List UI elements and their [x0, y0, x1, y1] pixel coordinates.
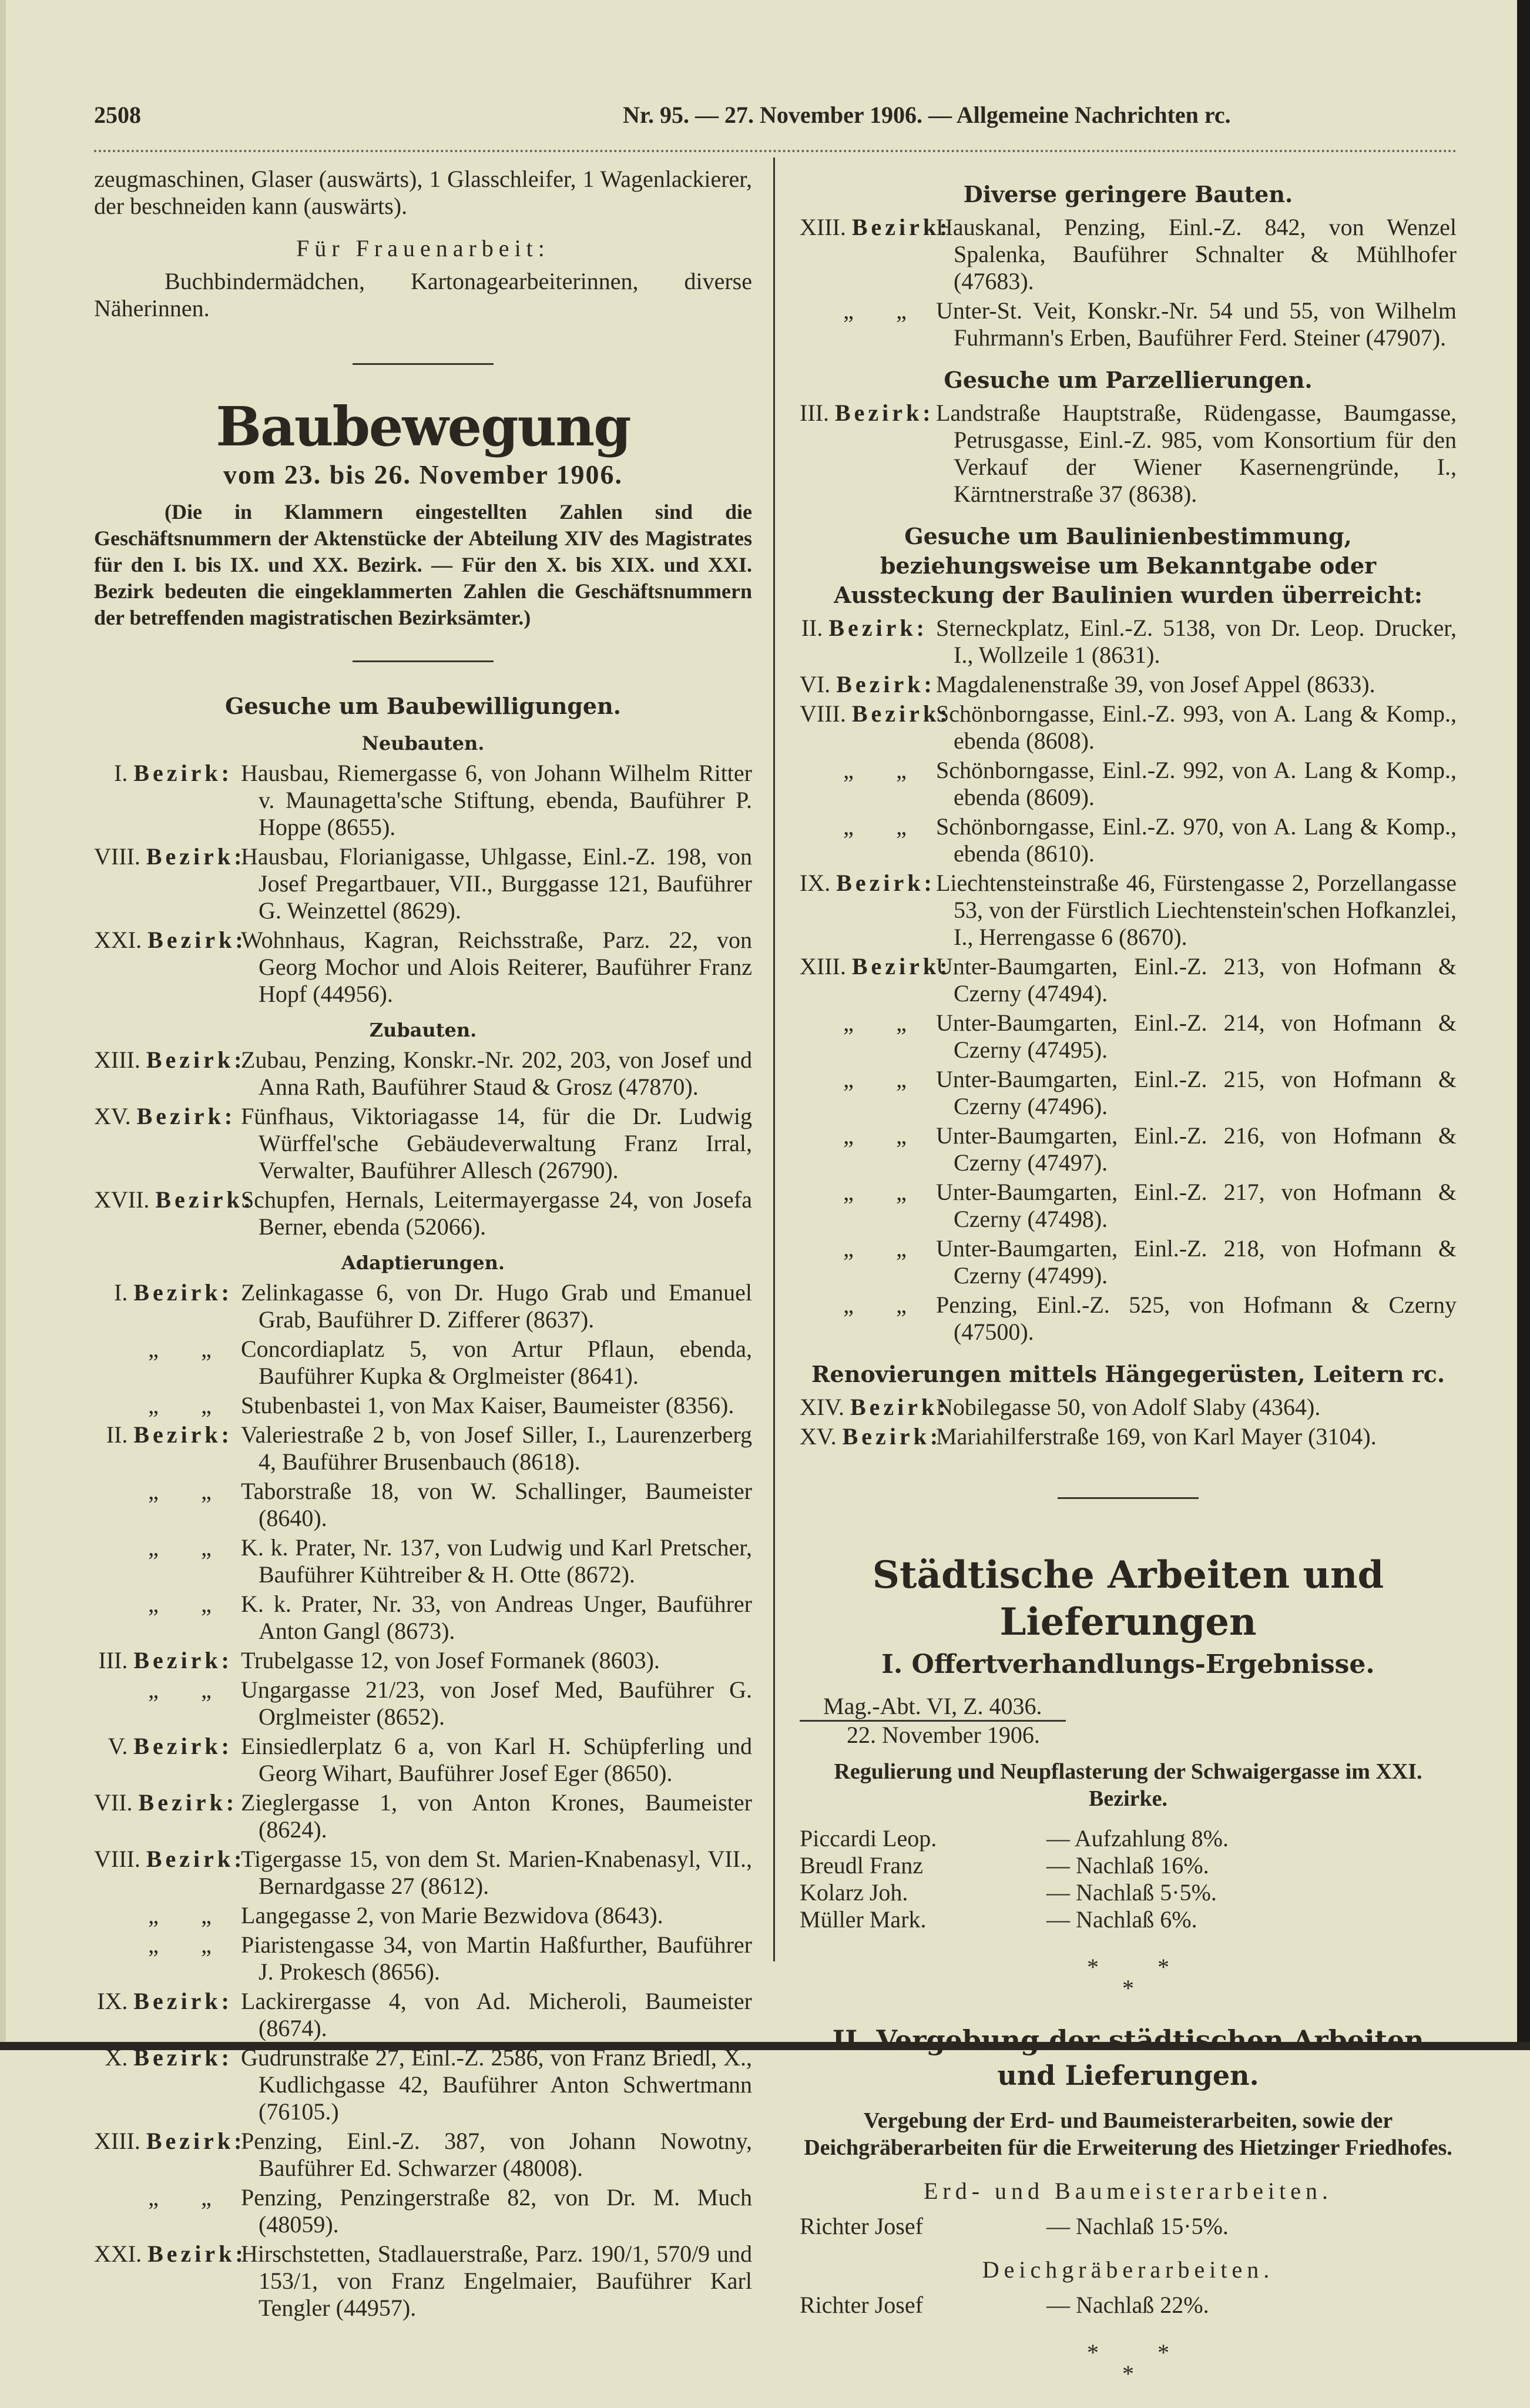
district-entry — [94, 1591, 752, 1645]
district-entry — [94, 1902, 752, 1929]
district-label — [94, 1647, 241, 1674]
district-label — [94, 1336, 241, 1390]
ditto-mark: „ — [896, 757, 907, 783]
result-row — [800, 1906, 1457, 1933]
entry-text: Fünfhaus, Viktoriagasse 14, für die Dr. Ludwig Würffel'sche Gebäudeverwaltung Franz Irral, Verwalter, Bauführer Allesch (26790). — [241, 1103, 752, 1183]
district-number: I. — [114, 760, 128, 786]
bidder-name: Kolarz Joh. — [800, 1879, 908, 1906]
district-number: XVII. — [94, 1186, 150, 1213]
ditto-mark: „ — [843, 757, 854, 783]
bezirk-word: Bezirk: — [138, 1789, 238, 1816]
district-label — [94, 1186, 255, 1240]
district-number: VII. — [94, 1789, 133, 1816]
entry-text: Hausbau, Riemergasse 6, von Johann Wilhelm Ritter v. Maunagetta'sche Stiftung, ebenda, Bauführer P. Hoppe (8655). — [241, 760, 752, 840]
bidder-name: Breudl Franz — [800, 1852, 923, 1879]
ditto-mark: „ — [843, 297, 854, 324]
district-label — [94, 2044, 241, 2125]
bidder-name: Richter Josef — [800, 2292, 923, 2318]
ditto-mark: „ — [201, 1902, 212, 1929]
entry-text: Penzing, Einl.-Z. 387, von Johann Nowotny, Bauführer Ed. Schwarzer (48008). — [241, 2128, 752, 2181]
district-label — [94, 1392, 241, 1419]
bezirk-word: Bezirk: — [147, 2241, 247, 2267]
district-label — [800, 953, 951, 1007]
ditto-mark: „ — [843, 1292, 854, 1318]
baubewegung-dates: vom 23. bis 26. November 1906. — [223, 460, 623, 489]
results-erdarbeiten — [800, 2213, 1457, 2240]
district-number: IX. — [97, 1988, 128, 2014]
ditto-mark: „ — [148, 1902, 159, 1929]
ditto-mark: „ — [148, 1392, 159, 1418]
district-label — [94, 2241, 247, 2322]
bid-result: — Nachlaß 22%. — [1046, 2292, 1209, 2318]
ditto-mark: „ — [896, 1292, 907, 1318]
entry-text: Unter-Baumgarten, Einl.-Z. 213, von Hofmann & Czerny (47494). — [936, 953, 1457, 1007]
star: * — [1122, 2360, 1134, 2387]
entry-text: K. k. Prater, Nr. 137, von Ludwig und Karl Pretscher, Bauführer Kühtreiber & H. Otte (8672). — [241, 1534, 752, 1588]
district-label — [94, 1421, 241, 1475]
page-header — [94, 101, 1457, 136]
star: * — [1087, 1954, 1099, 1980]
district-entry — [800, 1122, 1457, 1176]
district-entry — [800, 297, 1457, 351]
women-work-heading: Für Frauenarbeit: — [296, 235, 550, 261]
district-label — [94, 2184, 241, 2238]
district-entry — [800, 400, 1457, 508]
district-label — [800, 813, 936, 867]
district-label — [94, 843, 246, 924]
awards-heading: II. Vergebung der städtischen Arbeiten und Lieferungen. — [832, 2024, 1424, 2091]
district-number: VIII. — [800, 700, 846, 727]
ditto-mark: „ — [896, 1066, 907, 1092]
district-label — [800, 671, 936, 698]
page-number: 2508 — [94, 102, 141, 128]
district-entry — [800, 953, 1457, 1007]
district-entry — [94, 2241, 752, 2322]
district-label — [94, 1103, 241, 1184]
bezirk-word: Bezirk: — [146, 2128, 246, 2154]
ditto-mark: „ — [201, 1392, 212, 1418]
district-number: III. — [98, 1647, 128, 1673]
section-rule — [1058, 1497, 1199, 1499]
entry-text: Unter-Baumgarten, Einl.-Z. 216, von Hofmann & Czerny (47497). — [936, 1122, 1457, 1176]
magistrate-reference: Mag.-Abt. VI, Z. 4036. — [800, 1693, 1066, 1722]
bezirk-word: Bezirk: — [133, 1647, 233, 1673]
district-entry — [94, 1186, 752, 1240]
entry-text: Piaristengasse 34, von Martin Haßfurther, Bauführer J. Prokesch (8656). — [241, 1931, 752, 1985]
offer-results-heading: I. Offertverhandlungs-Ergebnisse. — [881, 1649, 1375, 1679]
district-label — [800, 1235, 936, 1289]
group-heading: Gesuche um Parzellierungen. — [944, 367, 1313, 393]
running-title: Nr. 95. — 27. November 1906. — Allgemeine Nachrichten rc. — [623, 102, 1231, 128]
entry-text: Einsiedlerplatz 6 a, von Karl H. Schüpferling und Georg Wihart, Bauführer Josef Eger (8650). — [241, 1733, 752, 1786]
bezirk-word: Bezirk: — [850, 1394, 949, 1420]
district-label — [800, 297, 936, 351]
bid-result: — Nachlaß 5·5%. — [1046, 1879, 1217, 1906]
district-label — [800, 700, 951, 754]
district-label — [800, 1010, 936, 1064]
entry-text: Lackirergasse 4, von Ad. Micheroli, Baumeister (8674). — [241, 1988, 752, 2041]
district-label — [800, 870, 936, 951]
separator-stars — [800, 1954, 1457, 2001]
entry-text: Taborstraße 18, von W. Schallinger, Baumeister (8640). — [241, 1478, 752, 1531]
district-entry — [94, 1392, 752, 1419]
entry-text: Schupfen, Hernals, Leitermayergasse 24, von Josefa Berner, ebenda (52066). — [241, 1186, 752, 1240]
district-label — [800, 1066, 936, 1120]
result-row — [800, 2292, 1457, 2319]
district-label — [800, 400, 936, 508]
district-label — [800, 1179, 936, 1233]
district-number: IX. — [800, 870, 831, 896]
district-entry — [94, 2044, 752, 2125]
entry-text: Langegasse 2, von Marie Bezwidova (8643). — [241, 1902, 663, 1929]
ditto-mark: „ — [148, 1478, 159, 1504]
district-entry — [800, 1394, 1457, 1421]
entry-text: Schönborngasse, Einl.-Z. 992, von A. Lang & Komp., ebenda (8609). — [936, 757, 1457, 810]
entry-text: Unter-Baumgarten, Einl.-Z. 214, von Hofmann & Czerny (47495). — [936, 1010, 1457, 1063]
district-label — [94, 1676, 241, 1730]
district-label — [94, 1902, 241, 1929]
entry-text: Penzing, Penzingerstraße 82, von Dr. M. Much (48059). — [241, 2184, 752, 2238]
district-entry — [800, 214, 1457, 295]
district-number: II. — [801, 615, 823, 641]
entry-text: Mariahilferstraße 169, von Karl Mayer (3104). — [936, 1423, 1377, 1450]
district-entry — [94, 843, 752, 924]
district-entry — [94, 1534, 752, 1588]
district-entry — [94, 2128, 752, 2182]
bidder-name: Piccardi Leop. — [800, 1825, 937, 1852]
ditto-mark: „ — [896, 1122, 907, 1149]
bezirk-word: Bezirk: — [146, 1047, 246, 1073]
subheading-deichgraeber: Deichgräberarbeiten. — [982, 2256, 1274, 2283]
star: * — [1122, 1975, 1134, 2001]
district-entry — [800, 870, 1457, 951]
ditto-mark: „ — [843, 813, 854, 840]
entry-text: Trubelgasse 12, von Josef Formanek (8603). — [241, 1647, 660, 1673]
entry-text: Hausbau, Florianigasse, Uhlgasse, Einl.-Z. 198, von Josef Pregartbauer, VII., Burggasse 121, Bauführer G. Weinzettel (8629). — [241, 843, 752, 924]
ditto-mark: „ — [201, 1336, 212, 1362]
column-divider — [773, 157, 775, 1961]
ditto-mark: „ — [843, 1235, 854, 1262]
district-entry — [94, 1421, 752, 1475]
entry-text: Unter-St. Veit, Konskr.-Nr. 54 und 55, von Wilhelm Fuhrmann's Erben, Bauführer Ferd. Steiner (47907). — [936, 297, 1457, 351]
ditto-mark: „ — [148, 1676, 159, 1703]
district-entry — [94, 1047, 752, 1101]
district-number: XV. — [94, 1103, 131, 1129]
group-heading: Neubauten. — [361, 732, 485, 754]
separator-stars — [800, 2339, 1457, 2387]
ditto-mark: „ — [896, 1179, 907, 1205]
district-label — [94, 1047, 246, 1101]
ditto-mark: „ — [843, 1179, 854, 1205]
district-label — [94, 1846, 246, 1900]
project-title-friedhof: Vergebung der Erd- und Baumeisterarbeiten, sowie der Deichgräberarbeiten für die Erweiterung des Hietzinger Friedhofes. — [804, 2108, 1452, 2160]
ditto-mark: „ — [201, 1534, 212, 1561]
bidder-name: Richter Josef — [800, 2213, 923, 2239]
entry-text: Valeriestraße 2 b, von Josef Siller, I., Laurenzerberg 4, Bauführer Brusenbauch (8618). — [241, 1421, 752, 1475]
ditto-mark: „ — [896, 813, 907, 840]
entry-text: Unter-Baumgarten, Einl.-Z. 217, von Hofmann & Czerny (47498). — [936, 1179, 1457, 1232]
bezirk-word: Bezirk: — [133, 1733, 233, 1759]
bezirk-word: Bezirk: — [834, 400, 934, 426]
district-entry — [800, 1292, 1457, 1346]
baubewegung-note: (Die in Klammern eingestellten Zahlen sind die Geschäftsnummern der Aktenstücke der Abteilung XIV des Magistrates für den I. bis IX. und XX. Bezirk. — Für den X. bis XIX. und XXI. Bezirk bedeuten die eingeklammerten Zahlen die Geschäftsnummern der betreffenden magistratischen Bezirksämter.) — [94, 500, 752, 629]
district-entry — [800, 1010, 1457, 1064]
bid-result: — Aufzahlung 8%. — [1046, 1825, 1229, 1852]
district-label — [94, 1478, 241, 1532]
group-heading: Diverse geringere Bauten. — [963, 181, 1293, 207]
result-row — [800, 2213, 1457, 2240]
district-number: III. — [800, 400, 829, 426]
group-heading: Adaptierungen. — [341, 1252, 505, 1274]
building-permits-heading: Gesuche um Baubewilligungen. — [225, 693, 621, 719]
district-label — [800, 1122, 936, 1176]
entry-text: Schönborngasse, Einl.-Z. 970, von A. Lang & Komp., ebenda (8610). — [936, 813, 1457, 867]
district-label — [94, 1988, 241, 2042]
district-label — [94, 1733, 241, 1787]
ditto-mark: „ — [201, 1591, 212, 1617]
bezirk-word: Bezirk: — [851, 214, 951, 240]
district-label — [800, 1292, 936, 1346]
results-deichgraeber — [800, 2292, 1457, 2319]
bidder-name: Müller Mark. — [800, 1906, 927, 1933]
star: * — [1157, 2339, 1169, 2366]
entry-text: Schönborngasse, Einl.-Z. 993, von A. Lang & Komp., ebenda (8608). — [936, 700, 1457, 754]
entry-text: Zieglergasse 1, von Anton Krones, Baumeister (8624). — [241, 1789, 752, 1843]
bezirk-word: Bezirk: — [147, 927, 247, 953]
district-label — [800, 615, 936, 669]
ditto-mark: „ — [843, 1066, 854, 1092]
right-column-groups — [800, 180, 1457, 1450]
entry-text: Ungargasse 21/23, von Josef Med, Bauführer G. Orglmeister (8652). — [241, 1676, 752, 1730]
district-entry — [800, 1066, 1457, 1120]
bezirk-word: Bezirk: — [133, 1279, 233, 1306]
left-column — [94, 166, 752, 2324]
entry-text: Tigergasse 15, von dem St. Marien-Knabenasyl, VII., Bernardgasse 27 (8612). — [241, 1846, 752, 1899]
district-entry — [94, 1647, 752, 1674]
ditto-mark: „ — [843, 1010, 854, 1036]
result-row — [800, 1825, 1457, 1852]
bezirk-word: Bezirk: — [836, 671, 935, 697]
entry-text: Hauskanal, Penzing, Einl.-Z. 842, von Wenzel Spalenka, Bauführer Schnalter & Mühlhofer (47683). — [936, 214, 1457, 294]
municipal-works-title: Städtische Arbeiten und Lieferungen — [872, 1553, 1384, 1644]
ditto-mark: „ — [896, 1235, 907, 1262]
district-entry — [800, 700, 1457, 754]
district-entry — [94, 2184, 752, 2238]
women-work-text: Buchbindermädchen, Kartonagearbeiterinnen, diverse Näherinnen. — [94, 268, 752, 321]
entry-text: Hirschstetten, Stadlauerstraße, Parz. 190/1, 570/9 und 153/1, von Franz Engelmaier, Bauführer Karl Tengler (44957). — [241, 2241, 752, 2321]
district-number: XIII. — [800, 953, 846, 980]
district-number: X. — [105, 2044, 128, 2071]
subheading-erdarbeiten: Erd- und Baumeisterarbeiten. — [923, 2178, 1333, 2204]
bezirk-word: Bezirk: — [828, 615, 928, 641]
bezirk-word: Bezirk: — [133, 2044, 233, 2071]
entry-text: Gudrunstraße 27, Einl.-Z. 2586, von Franz Briedl, X., Kudlichgasse 42, Bauführer Anton Schwertmann (76105.) — [241, 2044, 752, 2125]
district-label — [94, 1591, 241, 1645]
entry-text: Zubau, Penzing, Konskr.-Nr. 202, 203, von Josef und Anna Rath, Bauführer Staud & Grosz (47870). — [241, 1047, 752, 1100]
result-row — [800, 1879, 1457, 1906]
results-table-schwaigergasse — [800, 1825, 1457, 1933]
bezirk-word: Bezirk: — [146, 1846, 246, 1872]
entry-text: Unter-Baumgarten, Einl.-Z. 215, von Hofmann & Czerny (47496). — [936, 1066, 1457, 1119]
bezirk-word: Bezirk: — [133, 1988, 233, 2014]
district-label — [94, 1279, 241, 1333]
intro-paragraph: zeugmaschinen, Glaser (auswärts), 1 Glasschleifer, 1 Wagenlackierer, der beschneiden kann (auswärts). — [94, 166, 752, 219]
district-entry — [94, 1103, 752, 1184]
district-entry — [94, 1931, 752, 1986]
district-label — [800, 1423, 942, 1450]
header-wavy-rule — [94, 150, 1457, 152]
district-number: VIII. — [94, 1846, 140, 1872]
group-heading: Zubauten. — [369, 1019, 477, 1041]
entry-text: Magdalenenstraße 39, von Josef Appel (8633). — [936, 671, 1375, 697]
district-number: XXI. — [94, 2241, 142, 2267]
ditto-mark: „ — [843, 1122, 854, 1149]
ditto-mark: „ — [201, 1478, 212, 1504]
section-rule — [353, 363, 494, 365]
district-number: VIII. — [94, 843, 140, 870]
section-rule — [353, 660, 494, 662]
ditto-mark: „ — [148, 2184, 159, 2211]
project-title-schwaigergasse: Regulierung und Neupflasterung der Schwaigergasse im XXI. Bezirke. — [834, 1759, 1422, 1811]
district-label — [94, 927, 247, 1008]
district-number: XXI. — [94, 927, 142, 953]
ditto-mark: „ — [896, 297, 907, 324]
bezirk-word: Bezirk: — [133, 1421, 233, 1448]
district-entry — [94, 1478, 752, 1532]
district-entry — [800, 1423, 1457, 1450]
district-label — [94, 1789, 241, 1843]
district-entry — [94, 927, 752, 1008]
ditto-mark: „ — [201, 1931, 212, 1958]
entry-text: Sterneckplatz, Einl.-Z. 5138, von Dr. Leop. Drucker, I., Wollzeile 1 (8631). — [936, 615, 1457, 668]
ditto-mark: „ — [896, 1010, 907, 1036]
district-entry — [800, 615, 1457, 669]
district-entry — [94, 1789, 752, 1843]
bezirk-word: Bezirk: — [136, 1103, 236, 1129]
district-label — [94, 1931, 241, 1986]
district-label — [94, 760, 241, 841]
district-number: XV. — [800, 1423, 837, 1450]
entry-text: Penzing, Einl.-Z. 525, von Hofmann & Czerny (47500). — [936, 1292, 1457, 1345]
district-entry — [94, 1279, 752, 1333]
district-number: XIV. — [800, 1394, 844, 1420]
bezirk-word: Bezirk: — [146, 843, 246, 870]
district-entry — [94, 1336, 752, 1390]
district-number: XIII. — [94, 1047, 140, 1073]
bezirk-word: Bezirk: — [851, 700, 951, 727]
district-number: II. — [106, 1421, 128, 1448]
ditto-mark: „ — [148, 1534, 159, 1561]
entry-text: Liechtensteinstraße 46, Fürstengasse 2, Porzellangasse 53, von der Fürstlich Liechtenstein'schen Hofkanzlei, I., Herrengasse 6 (8670). — [936, 870, 1457, 950]
district-entry — [800, 757, 1457, 811]
bid-result: — Nachlaß 6%. — [1046, 1906, 1197, 1933]
district-entry — [94, 760, 752, 841]
page-edge-right — [1517, 0, 1530, 2050]
bezirk-word: Bezirk: — [836, 870, 935, 896]
page-edge-left — [0, 0, 6, 2050]
building-permit-groups — [94, 730, 752, 2322]
right-column — [800, 166, 1457, 2408]
district-label — [800, 757, 936, 811]
bezirk-word: Bezirk: — [133, 760, 233, 786]
result-row — [800, 1852, 1457, 1879]
bezirk-word: Bezirk: — [155, 1186, 255, 1213]
bid-result: — Nachlaß 15·5%. — [1046, 2213, 1229, 2239]
district-entry — [800, 671, 1457, 698]
district-entry — [800, 1179, 1457, 1233]
entry-text: K. k. Prater, Nr. 33, von Andreas Unger, Bauführer Anton Gangl (8673). — [241, 1591, 752, 1644]
ditto-mark: „ — [201, 2184, 212, 2211]
ditto-mark: „ — [148, 1931, 159, 1958]
group-heading: Renovierungen mittels Hängegerüsten, Leitern rc. — [811, 1361, 1445, 1387]
ditto-mark: „ — [148, 1336, 159, 1362]
entry-text: Stubenbastei 1, von Max Kaiser, Baumeister (8356). — [241, 1392, 734, 1418]
district-number: XIII. — [94, 2128, 140, 2154]
district-entry — [94, 1676, 752, 1730]
district-label — [800, 214, 951, 295]
district-number: VI. — [800, 671, 831, 697]
district-label — [94, 1534, 241, 1588]
star: * — [1087, 2339, 1099, 2366]
district-label — [800, 1394, 949, 1421]
entry-text: Wohnhaus, Kagran, Reichsstraße, Parz. 22, von Georg Mochor und Alois Reiterer, Bauführer Franz Hopf (44956). — [241, 927, 752, 1007]
entry-text: Unter-Baumgarten, Einl.-Z. 218, von Hofmann & Czerny (47499). — [936, 1235, 1457, 1289]
ditto-mark: „ — [201, 1676, 212, 1703]
district-entry — [94, 1733, 752, 1787]
bezirk-word: Bezirk: — [851, 953, 951, 980]
district-label — [94, 2128, 246, 2182]
results-date: 22. November 1906. — [847, 1722, 1040, 1748]
entry-text: Landstraße Hauptstraße, Rüdengasse, Baumgasse, Petrusgasse, Einl.-Z. 985, vom Konsortium für den Verkauf der Wiener Kasernengründe, I., Kärntnerstraße 37 (8638). — [936, 400, 1457, 507]
entry-text: Concordiaplatz 5, von Artur Pflaun, ebenda, Bauführer Kupka & Orglmeister (8641). — [241, 1336, 752, 1389]
bezirk-word: Bezirk: — [842, 1423, 942, 1450]
star: * — [1157, 1954, 1169, 1980]
district-entry — [800, 813, 1457, 867]
district-entry — [94, 1988, 752, 2042]
district-number: V. — [108, 1733, 128, 1759]
district-number: XIII. — [800, 214, 846, 240]
group-heading: Gesuche um Baulinienbestimmung, beziehungsweise um Bekanntgabe oder Aussteckung der Baulinien wurden überreicht: — [834, 523, 1422, 608]
baubewegung-title: Baubewegung — [216, 395, 630, 458]
bid-result: — Nachlaß 16%. — [1046, 1852, 1209, 1879]
entry-text: Nobilegasse 50, von Adolf Slaby (4364). — [936, 1394, 1321, 1420]
district-number: I. — [114, 1279, 128, 1306]
entry-text: Zelinkagasse 6, von Dr. Hugo Grab und Emanuel Grab, Bauführer D. Zifferer (8637). — [241, 1279, 752, 1333]
district-entry — [94, 1846, 752, 1900]
ditto-mark: „ — [148, 1591, 159, 1617]
district-entry — [800, 1235, 1457, 1289]
